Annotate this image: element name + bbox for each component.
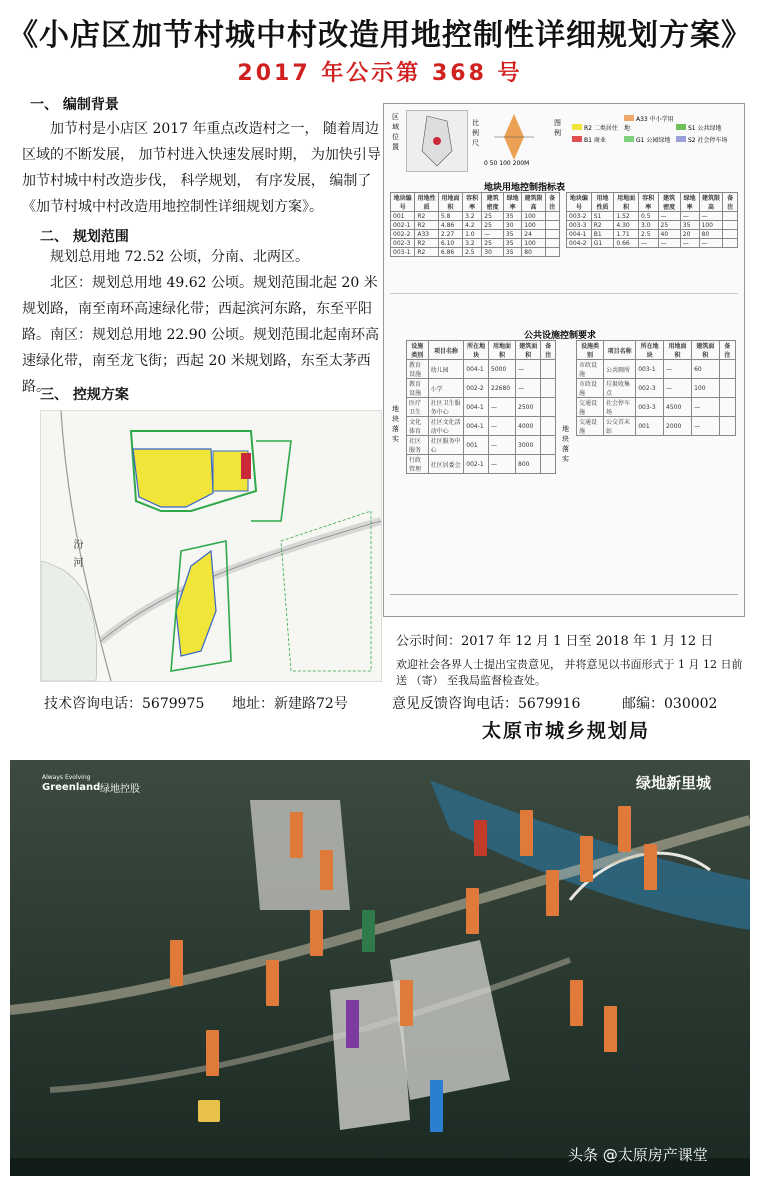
- compass-icon: [484, 112, 544, 162]
- table-cell: 35: [503, 248, 521, 257]
- table-cell: 30: [503, 221, 521, 230]
- table-cell: 公交首末站: [603, 417, 635, 436]
- table-cell: —: [489, 436, 516, 455]
- poi-tag: [520, 810, 533, 856]
- brand-english: Greenland: [42, 782, 101, 793]
- table-row: [407, 455, 556, 474]
- table-cell: —: [489, 455, 516, 474]
- brand-chinese: 绿地控股: [100, 784, 140, 795]
- index-table-right: [566, 192, 738, 248]
- table-cell: —: [699, 212, 723, 221]
- table-cell: 5000: [489, 360, 516, 379]
- legend-code: S2: [688, 137, 698, 144]
- table-header-cell: 地块编号: [567, 193, 592, 212]
- poi-tag: [400, 980, 413, 1026]
- table-cell: 2.5: [638, 230, 658, 239]
- poi-tag: [430, 1080, 443, 1132]
- table-header-cell: 建筑面积: [516, 341, 541, 360]
- table-cell: [541, 398, 556, 417]
- table-cell: B1: [591, 230, 614, 239]
- location-map: [406, 110, 468, 172]
- address: 地址：新建路72号: [232, 696, 348, 712]
- table-row: [391, 230, 560, 239]
- plan-panel: [383, 103, 745, 617]
- table-cell: 003-2: [567, 212, 592, 221]
- table-cell: —: [680, 212, 699, 221]
- table-row: [391, 221, 560, 230]
- table-cell: 交通设施: [577, 417, 604, 436]
- table-cell: 1.0: [463, 230, 482, 239]
- legend-code: A33: [636, 116, 650, 123]
- table-header-cell: 备注: [723, 193, 738, 212]
- table-cell: 100: [522, 239, 545, 248]
- table-cell: 24: [522, 230, 545, 239]
- legend-swatch: [572, 136, 582, 142]
- table-header-cell: 建筑密度: [482, 193, 504, 212]
- table-cell: —: [664, 360, 692, 379]
- table-cell: [723, 230, 738, 239]
- table-cell: [723, 221, 738, 230]
- poi-tag: [546, 870, 559, 916]
- table-cell: —: [516, 379, 541, 398]
- table-cell: R2: [591, 221, 614, 230]
- section-3-heading: 三、 控规方案: [40, 387, 129, 403]
- table-header-cell: 用地面积: [614, 193, 639, 212]
- legend-code: G1: [636, 137, 647, 144]
- table-header-cell: 备注: [545, 193, 559, 212]
- table-cell: 002-2: [391, 230, 415, 239]
- table-row: [391, 239, 560, 248]
- table-row: [407, 379, 556, 398]
- legend-text: 二类居住: [593, 125, 618, 132]
- table-cell: 垃圾收集点: [603, 379, 635, 398]
- legend-text: 中小学用地: [624, 116, 674, 132]
- table-cell: 35: [503, 212, 521, 221]
- table-header-row: [391, 193, 560, 212]
- public-label: 地块落实: [562, 425, 569, 463]
- table-cell: 医疗卫生: [407, 398, 429, 417]
- table-cell: —: [658, 239, 680, 248]
- table-header-cell: 建筑限高: [522, 193, 545, 212]
- table-cell: [545, 212, 559, 221]
- table-cell: 002-2: [464, 379, 489, 398]
- table-row: [577, 379, 736, 398]
- legend-code: S1: [688, 125, 698, 132]
- table-cell: 003-1: [391, 248, 415, 257]
- table-header-cell: 备注: [719, 341, 735, 360]
- table-cell: 800: [516, 455, 541, 474]
- table-cell: R2: [415, 248, 439, 257]
- legend: [572, 114, 736, 147]
- facility-table-left: [406, 340, 556, 474]
- table-cell: 25: [482, 239, 504, 248]
- legend-code: R2: [584, 125, 594, 132]
- table-cell: —: [664, 379, 692, 398]
- section-2-total: 规划总用地 72.52 公顷，分南、北两区。: [50, 249, 309, 265]
- notice-number: 2017 年公示第 368 号: [237, 61, 523, 86]
- table-row: [567, 230, 738, 239]
- table-cell: 30: [482, 248, 504, 257]
- index-table-title: 地块用地控制指标表: [484, 183, 566, 193]
- table-cell: [541, 436, 556, 455]
- legend-item: [624, 135, 676, 147]
- table-cell: 3.0: [638, 221, 658, 230]
- table-cell: 003-1: [636, 360, 664, 379]
- table-cell: S1: [591, 212, 614, 221]
- table-cell: 80: [522, 248, 545, 257]
- table-cell: —: [692, 417, 720, 436]
- legend-swatch: [624, 136, 634, 142]
- table-cell: 100: [522, 212, 545, 221]
- table-cell: 文化体育: [407, 417, 429, 436]
- poi-tag: [644, 844, 657, 890]
- table-header-cell: 容积率: [638, 193, 658, 212]
- location-sketch: [407, 111, 467, 171]
- poi-tag: [320, 850, 333, 890]
- table-row: [577, 398, 736, 417]
- logo-badge: [198, 1100, 220, 1122]
- table-header-cell: 绿地率: [503, 193, 521, 212]
- north-residential-block: [133, 449, 213, 507]
- legend-text: 公园绿地: [646, 137, 671, 144]
- poi-tag: [346, 1000, 359, 1048]
- facility-table-title: 公共设施控制要求: [524, 331, 597, 341]
- table-header-cell: 绿地率: [680, 193, 699, 212]
- highway-edge: [101, 521, 381, 641]
- poi-tag: [580, 836, 593, 882]
- table-cell: 004-1: [464, 417, 489, 436]
- table-cell: 25: [482, 212, 504, 221]
- table-header-cell: 用地面积: [664, 341, 692, 360]
- table-cell: —: [638, 239, 658, 248]
- highway: [101, 521, 381, 641]
- notes-rule: [390, 290, 738, 294]
- plan-map: [40, 410, 382, 682]
- south-towers-west: [330, 980, 410, 1130]
- table-header-cell: 设施类别: [577, 341, 604, 360]
- table-header-cell: 用地性质: [591, 193, 614, 212]
- table-cell: 002-3: [391, 239, 415, 248]
- table-cell: R2: [415, 239, 439, 248]
- green-belt: [251, 441, 291, 521]
- table-cell: [545, 239, 559, 248]
- poi-tag: [604, 1006, 617, 1052]
- table-row: [577, 417, 736, 436]
- table-cell: 社区服务中心: [428, 436, 464, 455]
- table-cell: 2.27: [438, 230, 462, 239]
- table-cell: 0.5: [638, 212, 658, 221]
- table-header-cell: 容积率: [463, 193, 482, 212]
- table-cell: 3000: [516, 436, 541, 455]
- table-header-row: [407, 341, 556, 360]
- table-cell: 教育设施: [407, 379, 429, 398]
- consult-phone: 技术咨询电话：5679975: [44, 696, 205, 712]
- table-row: [577, 360, 736, 379]
- table-cell: [541, 417, 556, 436]
- table-cell: 市政设施: [577, 360, 604, 379]
- table-cell: 社区居委会: [428, 455, 464, 474]
- table-cell: 100: [692, 379, 720, 398]
- notice-text: 欢迎社会各界人士提出宝贵意见， 并将意见以书面形式于 1 月 12 日前送 （寄） 至我局监督检查处。: [396, 658, 743, 687]
- table-cell: 004-1: [464, 360, 489, 379]
- table-row: [567, 221, 738, 230]
- table-header-cell: 项目名称: [428, 341, 464, 360]
- table-header-cell: 建筑面积: [692, 341, 720, 360]
- table-cell: R2: [415, 212, 439, 221]
- table-cell: 教育设施: [407, 360, 429, 379]
- project-name: 绿地新里城: [636, 774, 712, 792]
- table-cell: 40: [658, 230, 680, 239]
- table-header-row: [567, 193, 738, 212]
- table-header-cell: 用地面积: [438, 193, 462, 212]
- legend-text: 公共绿地: [697, 125, 722, 132]
- poi-tag: [310, 910, 323, 956]
- table-header-cell: 项目名称: [603, 341, 635, 360]
- page-title: 《小店区加节村城中村改造用地控制性详细规划方案》: [8, 18, 752, 53]
- table-cell: [723, 239, 738, 248]
- table-cell: —: [482, 230, 504, 239]
- table-cell: 3.2: [463, 239, 482, 248]
- table-header-cell: 建筑限高: [699, 193, 723, 212]
- table-cell: 4000: [516, 417, 541, 436]
- table-cell: [719, 379, 735, 398]
- poi-tag: [570, 980, 583, 1026]
- poi-tag: [618, 806, 631, 852]
- table-cell: 1.71: [614, 230, 639, 239]
- aerial-scene: [10, 760, 750, 1176]
- scale-label: 比例尺: [472, 119, 479, 147]
- table-cell: 交通设施: [577, 398, 604, 417]
- table-row: [567, 239, 738, 248]
- section-2-south: 南区：规划总用地 22.90 公顷。规划范围北起南环高速绿化带，南至龙飞街；西起 20 米规划路，东至太茅西路。: [22, 327, 379, 395]
- table-cell: 22680: [489, 379, 516, 398]
- table-cell: 25: [482, 221, 504, 230]
- table-header-cell: 用地面积: [489, 341, 516, 360]
- table-cell: 004-1: [464, 398, 489, 417]
- table-header-cell: 用地性质: [415, 193, 439, 212]
- table-cell: 社会停车场: [603, 398, 635, 417]
- table-cell: [723, 212, 738, 221]
- river-area: [41, 561, 97, 681]
- watermark: 头条 @太原房产课堂: [568, 1146, 708, 1164]
- table-row: [407, 360, 556, 379]
- table-cell: 60: [692, 360, 720, 379]
- table-cell: 社区文化活动中心: [428, 417, 464, 436]
- table-cell: 5.8: [438, 212, 462, 221]
- legend-item: [572, 135, 624, 147]
- table-cell: 001: [391, 212, 415, 221]
- table-cell: 2000: [664, 417, 692, 436]
- table-cell: R2: [415, 221, 439, 230]
- section-2-north: 北区：规划总用地 49.62 公顷。规划范围北起 20 米规划路，南至南环高速绿化带；西起滨河东路，东至平阳路。: [22, 275, 378, 343]
- table-header-cell: 建筑密度: [658, 193, 680, 212]
- table-cell: 100: [699, 221, 723, 230]
- commercial-block: [241, 453, 251, 479]
- table-row: [407, 436, 556, 455]
- table-cell: —: [680, 239, 699, 248]
- table-cell: 市政设施: [577, 379, 604, 398]
- legend-item: [624, 114, 676, 132]
- table-cell: 2.5: [463, 248, 482, 257]
- table-row: [391, 212, 560, 221]
- table-cell: 1.52: [614, 212, 639, 221]
- table-cell: 002-1: [391, 221, 415, 230]
- poi-tag: [266, 960, 279, 1006]
- table-cell: 100: [522, 221, 545, 230]
- river-label: 汾河: [71, 539, 82, 575]
- table-cell: 3.2: [463, 212, 482, 221]
- table-cell: 幼儿园: [428, 360, 464, 379]
- poi-tag: [362, 910, 375, 952]
- table-cell: —: [658, 212, 680, 221]
- table-cell: 25: [658, 221, 680, 230]
- index-table-left: [390, 192, 560, 257]
- table-header-cell: 地块编号: [391, 193, 415, 212]
- legend-text: 商业: [593, 137, 606, 144]
- table-cell: A33: [415, 230, 439, 239]
- table-cell: 6.10: [438, 239, 462, 248]
- legend-text: 社会停车场: [697, 137, 728, 144]
- legend-swatch: [676, 124, 686, 130]
- table-header-cell: 备注: [541, 341, 556, 360]
- table-cell: 001: [464, 436, 489, 455]
- table-header-cell: 设施类别: [407, 341, 429, 360]
- table-cell: 004-1: [567, 230, 592, 239]
- panel-footer-strip: [390, 594, 738, 611]
- south-residential-block: [176, 551, 216, 656]
- table-cell: 35: [503, 230, 521, 239]
- notice-time: 公示时间：2017 年 12 月 1 日至 2018 年 1 月 12 日: [396, 634, 714, 649]
- table-cell: [541, 455, 556, 474]
- table-cell: 003-3: [636, 398, 664, 417]
- table-cell: 002-3: [636, 379, 664, 398]
- land-label: 地块落实: [392, 405, 399, 443]
- postcode: 邮编：030002: [622, 696, 718, 712]
- table-cell: 社区卫生服务中心: [428, 398, 464, 417]
- table-cell: 小学: [428, 379, 464, 398]
- table-cell: 35: [503, 239, 521, 248]
- table-cell: [541, 379, 556, 398]
- table-row: [407, 398, 556, 417]
- aerial-render: [10, 760, 750, 1176]
- table-cell: 4500: [664, 398, 692, 417]
- table-cell: 80: [699, 230, 723, 239]
- facility-table-right: [576, 340, 736, 436]
- table-cell: [545, 248, 559, 257]
- table-row: [407, 417, 556, 436]
- section-1-text: 加节村是小店区 2017 年重点改造村之一， 随着周边区域的不断发展， 加节村进入快速发展时期， 为加快引导加节村城中村改造步伐， 科学规划， 有序发展， 编制了 《加节村城中村改造用地控制性详细规划方案》。: [22, 121, 381, 215]
- poi-tag: [466, 888, 479, 934]
- legend-swatch: [624, 115, 634, 121]
- table-cell: [541, 360, 556, 379]
- notes-block: [390, 290, 738, 320]
- plan-map-drawing: [41, 411, 381, 681]
- poi-tag: [206, 1030, 219, 1076]
- table-cell: —: [692, 398, 720, 417]
- table-cell: [719, 398, 735, 417]
- table-cell: [545, 230, 559, 239]
- poi-tag: [170, 940, 183, 986]
- table-cell: 公共厕所: [603, 360, 635, 379]
- feedback-phone: 意见反馈咨询电话：5679916: [392, 696, 581, 712]
- table-cell: 社区服务: [407, 436, 429, 455]
- legend-item: [676, 123, 728, 135]
- table-cell: —: [489, 398, 516, 417]
- table-cell: 003-3: [567, 221, 592, 230]
- table-cell: [719, 417, 735, 436]
- table-header-cell: 所在地块: [464, 341, 489, 360]
- table-cell: 6.86: [438, 248, 462, 257]
- table-cell: 2500: [516, 398, 541, 417]
- table-cell: 002-1: [464, 455, 489, 474]
- poi-tag: [474, 820, 487, 856]
- table-cell: 004-2: [567, 239, 592, 248]
- legend-label: 图例: [554, 119, 561, 137]
- legend-swatch: [572, 124, 582, 130]
- table-cell: 4.86: [438, 221, 462, 230]
- table-header-cell: 所在地块: [636, 341, 664, 360]
- table-cell: 001: [636, 417, 664, 436]
- table-cell: 35: [680, 221, 699, 230]
- legend-code: B1: [584, 137, 594, 144]
- table-cell: —: [489, 417, 516, 436]
- section-2-heading: 二、 规划范围: [40, 229, 129, 245]
- table-cell: [545, 221, 559, 230]
- table-row: [391, 248, 560, 257]
- poi-tag: [290, 812, 303, 858]
- brand-tagline: Always Evolving: [42, 774, 91, 781]
- table-cell: 4.2: [463, 221, 482, 230]
- section-1-heading: 一、 编制背景: [30, 97, 119, 113]
- legend-item: [676, 135, 728, 147]
- table-cell: 行政管理: [407, 455, 429, 474]
- table-cell: —: [699, 239, 723, 248]
- table-cell: 4.30: [614, 221, 639, 230]
- legend-swatch: [676, 136, 686, 142]
- bureau-name: 太原市城乡规划局: [482, 720, 651, 742]
- table-cell: [719, 360, 735, 379]
- scale-values: 0 50 100 200M: [484, 160, 530, 167]
- table-cell: —: [516, 360, 541, 379]
- table-cell: 0.66: [614, 239, 639, 248]
- table-cell: G1: [591, 239, 614, 248]
- table-cell: 20: [680, 230, 699, 239]
- table-header-row: [577, 341, 736, 360]
- legend-item: [572, 123, 624, 135]
- location-label: 区域位置: [392, 113, 399, 151]
- table-row: [567, 212, 738, 221]
